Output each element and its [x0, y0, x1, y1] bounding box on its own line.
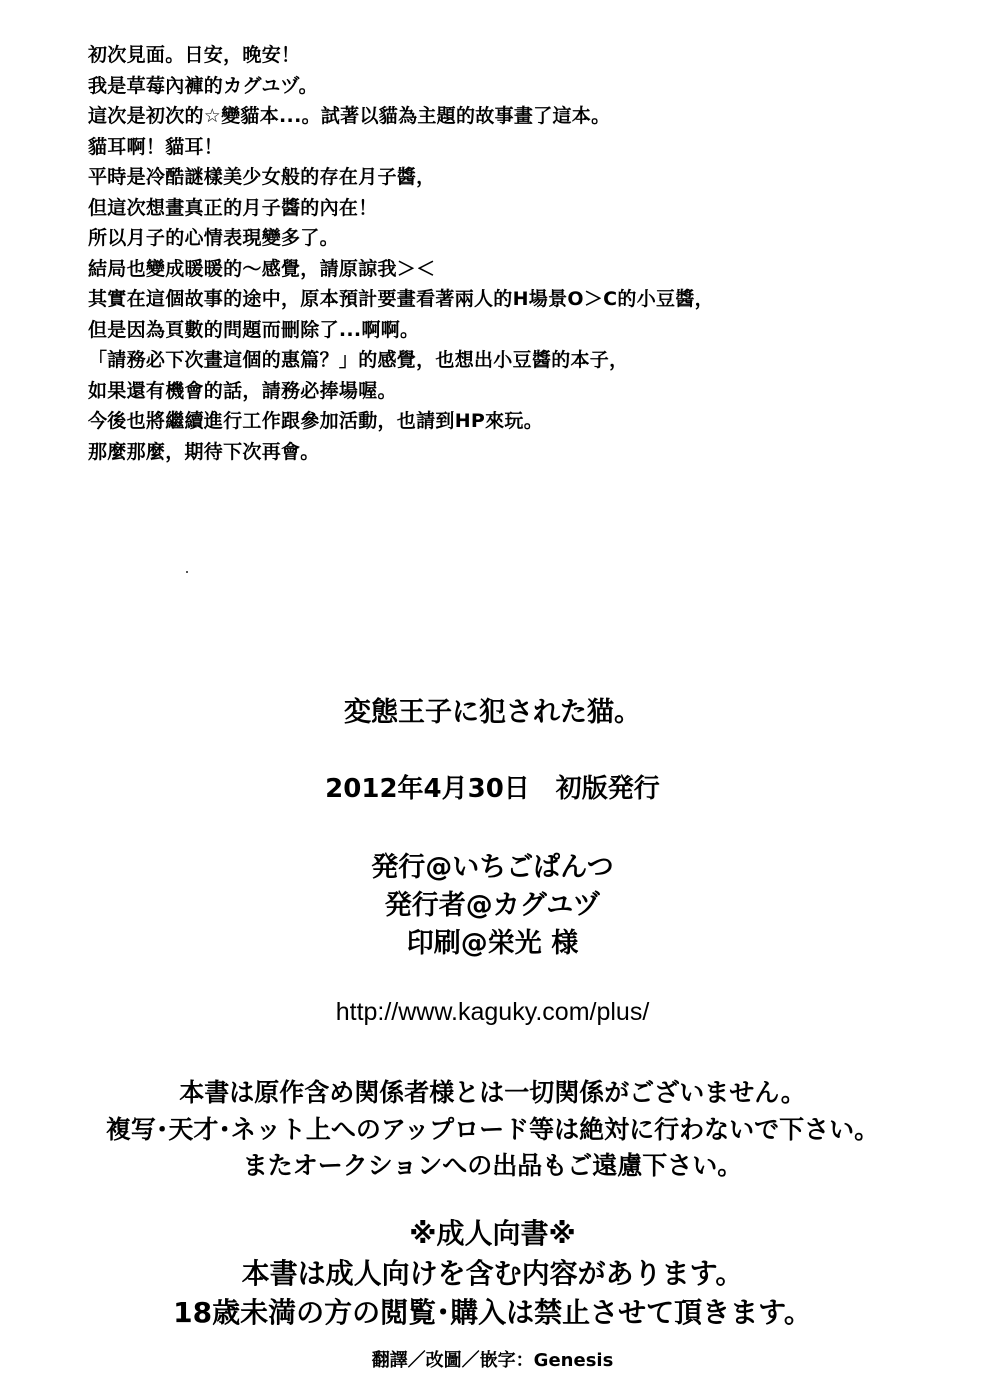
- website-url: http://www.kaguky.com/plus/: [335, 998, 650, 1026]
- note-line: 這次是初次的☆變貓本...。試著以貓為主題的故事畫了這本。: [88, 105, 611, 127]
- note-line: 初次見面。日安，晚安！: [88, 44, 301, 66]
- note-line: 平時是冷酷謎樣美少女般的存在月子醬，: [88, 166, 436, 188]
- note-line: 但這次想畫真正的月子醬的內在！: [88, 196, 378, 219]
- note-line: 其實在這個故事的途中，原本預計要畫看著兩人的H場景O＞C的小豆醬，: [88, 288, 714, 310]
- note-line: 「請務必下次畫這個的惠篇？」的感覺，也想出小豆醬的本子，: [88, 349, 629, 371]
- adult-notice-line: 18歳未満の方の閲覧･購入は禁止させて頂きます。: [173, 1296, 812, 1329]
- note-line: 今後也將繼續進行工作跟參加活動，也請到HP來玩。: [88, 410, 544, 432]
- issuer-line: 発行者@カグユヅ: [384, 890, 601, 921]
- note-line: 貓耳啊！貓耳！: [88, 135, 224, 158]
- note-line: 那麼那麼，期待下次再會。: [88, 440, 320, 463]
- note-line: 如果還有機會的話，請務必捧場喔。: [88, 379, 397, 402]
- note-line: 我是草莓內褲的カグユヅ。: [88, 74, 318, 97]
- note-line: 結局也變成暖暖的～感覺，請原諒我＞＜: [88, 257, 436, 280]
- disclaimer-line: またオークションへの出品もご遠慮下さい。: [242, 1151, 743, 1180]
- printer-line: 印刷@栄光 様: [406, 928, 579, 959]
- disclaimer-line: 複写･天才･ネット上へのアップロード等は絶対に行わないで下さい。: [105, 1115, 880, 1144]
- book-title: 変態王子に犯された猫。: [344, 697, 641, 728]
- publish-date: 2012年4月30日 初版発行: [325, 774, 660, 804]
- publisher-line: 発行@いちごぱんつ: [371, 852, 614, 883]
- note-line: 所以月子的心情表現變多了。: [88, 227, 339, 249]
- translation-credit: 翻譯／改圖／嵌字：Genesis: [371, 1350, 614, 1371]
- disclaimer-line: 本書は原作含め関係者様とは一切関係がございません。: [179, 1078, 806, 1107]
- adult-notice-line: 本書は成人向けを含む内容があります。: [241, 1257, 744, 1290]
- note-line: 但是因為頁數的問題而刪除了...啊啊。: [88, 318, 420, 341]
- adult-heading: ※成人向書※: [409, 1217, 576, 1250]
